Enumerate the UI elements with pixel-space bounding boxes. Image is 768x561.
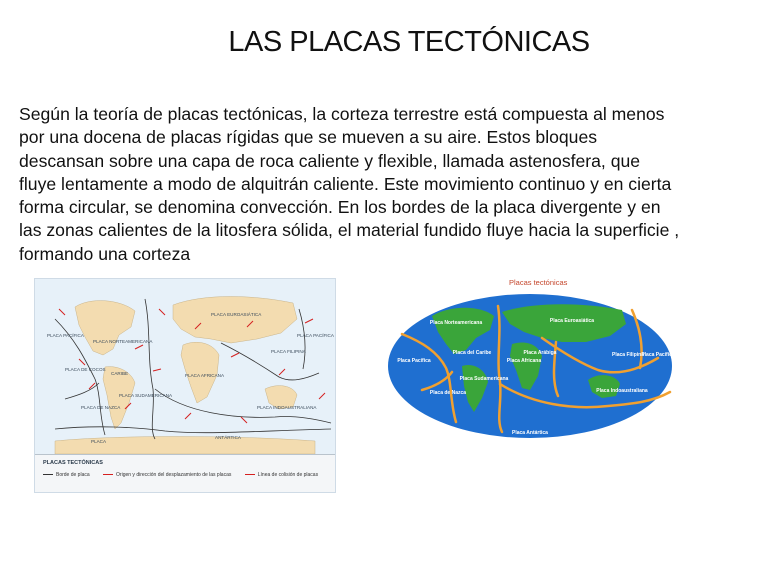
slide-title: LAS PLACAS TECTÓNICAS [228,26,590,58]
map-legend [35,454,335,493]
label-placa-pacifica-left: Placa Pacífica [397,358,431,364]
label-placa-indoaustraliana: Placa Indoaustraliana [596,388,648,394]
label-placa-nazca: Placa de Nazca [429,390,467,396]
paragraph-line: forma circular, se denomina convección. En los bordes de la placa divergente y en [19,197,661,218]
label-placa-indoaustraliana: PLACA INDOAUSTRALIANA [257,405,317,410]
legend-label: Origen y dirección del desplazamiento de las placas [116,472,232,478]
legend-item-border [43,472,90,478]
label-placa-pacifica-left: PLACA PACÍFICA [47,333,84,338]
collision-line-icon [245,474,255,476]
legend-label: Línea de colisión de placas [257,472,319,478]
label-placa-norteamericana: Placa Norteamericana [429,320,483,326]
arrow-line-icon [103,474,113,476]
label-placa-sudamericana: PLACA SUDAMERICANA [119,393,173,398]
paragraph-line: por una docena de placas rígidas que se mueven a su aire. Estos bloques [19,127,598,148]
label-placa-cocos: PLACA DE COCOS [65,367,106,372]
world-map-left [35,279,335,454]
legend-item-origin [103,472,231,478]
paragraph-line: las zonas calientes de la litosfera sólida, el material fundido fluye hacia la superficie , [19,220,680,241]
map-right-title: Placas tectónicas [509,278,568,287]
label-caribe: CARIBE [111,371,129,376]
label-placa-africana: Placa Africana [506,358,542,364]
legend-label: Borde de placa [56,472,90,478]
legend-items [43,472,333,478]
label-placa: PLACA [91,439,107,444]
body-paragraph [19,103,754,266]
label-placa-antartica: Placa Antártica [512,430,548,436]
label-placa-arabiga: Placa Arábiga [523,350,557,356]
label-placa-pacifica-right: PLACA PACÍFICA [297,333,334,338]
legend-title: PLACAS TECTÓNICAS [43,460,103,466]
tectonic-plates-map-right [382,272,682,442]
paragraph-line: descansan sobre una capa de roca caliente y flexible, llamada astenosfera, que [19,150,641,171]
label-placa-euroasiatica: PLACA EUROASIÁTICA [211,312,262,317]
label-placa-caribe: Placa del Caribe [452,350,492,356]
label-placa-filipina: PLACA FILIPINA [271,349,306,354]
paragraph-line: formando una corteza [19,243,191,264]
label-placa-pacifica-right: Placa Pacífica [641,352,675,358]
legend-item-collision [245,472,318,478]
label-antartica: ANTÁRTICA [215,435,241,440]
paragraph-line: fluye lentamente a modo de alquitrán caliente. Este movimiento continuo y en cierta [19,173,672,194]
label-placa-filipina: Placa Filipina [612,352,644,358]
tectonic-plates-map-left [34,278,336,493]
label-placa-nazca: PLACA DE NAZCA [81,405,121,410]
label-placa-africana: PLACA AFRICANA [185,373,225,378]
border-line-icon [43,474,53,475]
label-placa-sudamericana: Placa Sudamericana [459,376,509,382]
world-map-right [382,272,682,442]
paragraph-line: Según la teoría de placas tectónicas, la corteza terrestre está compuesta al menos [19,104,665,124]
label-placa-euroasiatica: Placa Euroasiática [549,318,595,324]
label-placa-norteamericana: PLACA NORTEAMERICANA [93,339,153,344]
